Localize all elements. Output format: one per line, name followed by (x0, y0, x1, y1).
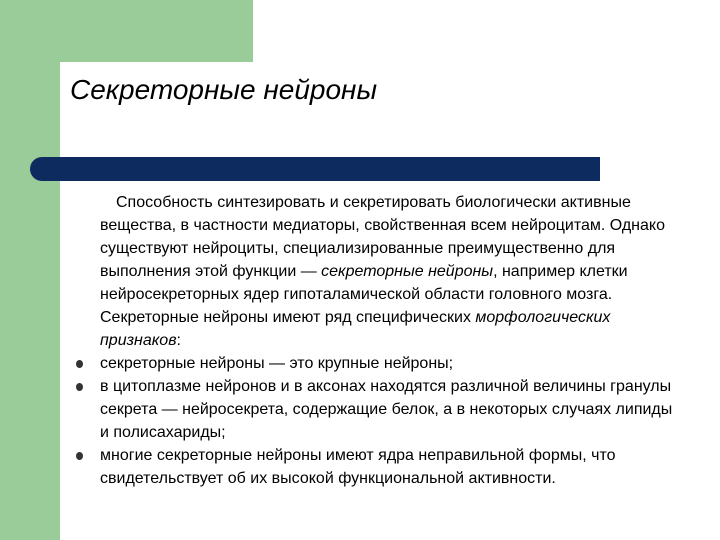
slide-body (100, 191, 680, 490)
intro-text-2: , например клетки нейросекреторных ядер гипоталамической области головного мозга. Секреторные нейроны имеют ряд специфических (100, 263, 628, 326)
bullet-list (100, 352, 680, 490)
bullet-text: многие секреторные нейроны имеют ядра неправильной формы, что свидетельствует об их высокой функциональной активности. (100, 447, 616, 487)
bullet-item (100, 375, 680, 444)
title-underline-bar (30, 157, 600, 181)
bullet-dot-icon (76, 383, 83, 391)
slide-title: Секреторные нейроны (70, 74, 378, 105)
intro-text-3: : (176, 332, 181, 349)
bullet-dot-icon (76, 360, 83, 368)
decorative-green-header (0, 0, 253, 62)
intro-paragraph (84, 191, 680, 352)
bullet-dot-icon (76, 452, 83, 460)
bullet-item (100, 444, 680, 490)
bullet-text: в цитоплазме нейронов и в аксонах находятся различной величины гранулы секрета — нейросекрета, содержащие белок, а в некоторых случаях липиды и полисахариды; (100, 378, 673, 441)
bullet-text: секреторные нейроны — это крупные нейроны; (100, 355, 454, 372)
intro-emphasis-1: секреторные нейроны (321, 263, 494, 280)
intro-emphasis-2: морфологических признаков (100, 309, 611, 349)
decorative-green-band (0, 0, 60, 540)
intro-text-1: Способность синтезировать и секретировать биологически активные вещества, в частности медиаторы, свойственная всем нейроцитам. Однако существуют нейроциты, специализированные преимущественно для выполнения этой функции — (100, 194, 665, 280)
bullet-item (100, 352, 680, 375)
